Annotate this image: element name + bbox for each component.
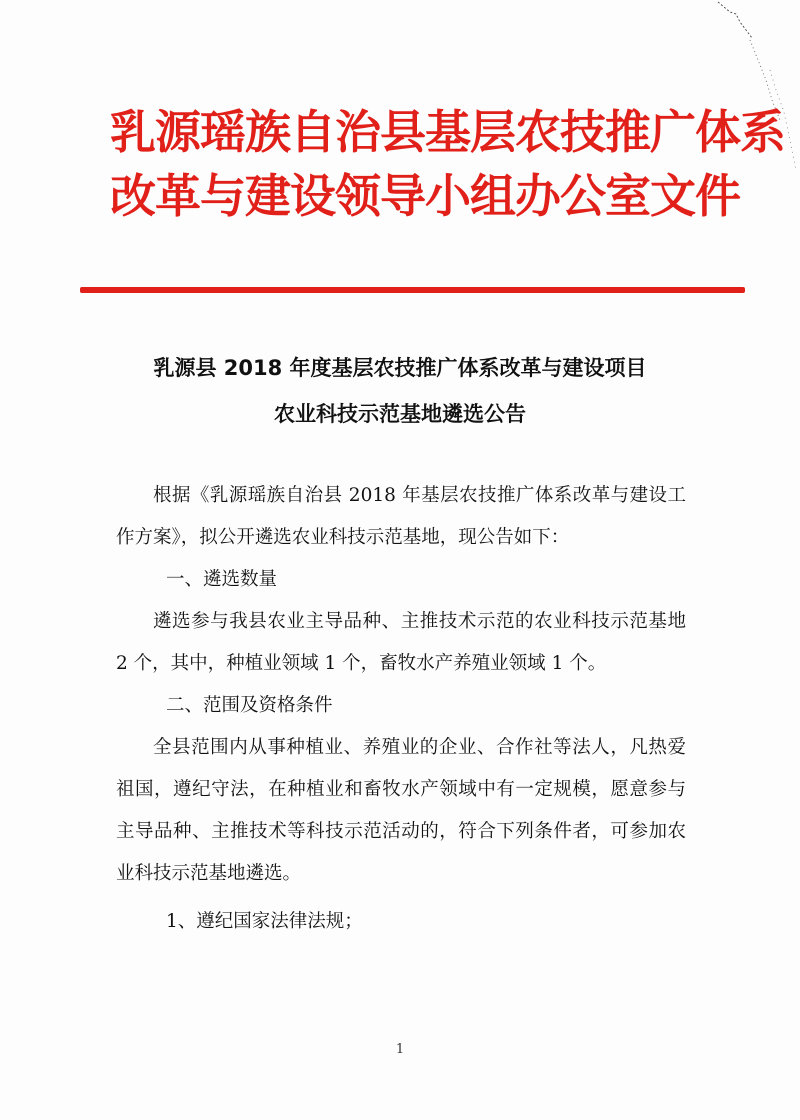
notice-title-line-1: 乳源县 2018 年度基层农技推广体系改革与建设项目 bbox=[153, 356, 647, 380]
section-1-heading: 一、遴选数量 bbox=[166, 569, 278, 590]
header-line-2: 改革与建设领导小组办公室文件 bbox=[110, 169, 740, 223]
header-line-1: 乳源瑶族自治县基层农技推广体系 bbox=[110, 105, 785, 159]
red-separator-rule bbox=[80, 287, 745, 293]
notice-body bbox=[116, 475, 686, 943]
section-2-paragraph: 全县范围内从事种植业、养殖业的企业、合作社等法人，凡热爱祖国，遵纪守法，在种植业和畜牧水产领域中有一定规模，愿意参与主导品种、主推技术等科技示范活动的，符合下列条件者，可参加农业科技示范基地遴选。 bbox=[116, 737, 686, 884]
notice-title-line-2: 农业科技示范基地遴选公告 bbox=[274, 402, 526, 426]
issuing-authority-header bbox=[110, 100, 785, 228]
condition-item-1: 1、遵纪国家法律法规； bbox=[166, 911, 363, 932]
intro-paragraph: 根据《乳源瑶族自治县 2018 年基层农技推广体系改革与建设工作方案》，拟公开遴选农业科技示范基地，现公告如下： bbox=[116, 485, 686, 548]
page-number: 1 bbox=[395, 1042, 405, 1057]
section-1-paragraph: 遴选参与我县农业主导品种、主推技术示范的农业科技示范基地 2 个，其中，种植业领域 1 个，畜牧水产养殖业领域 1 个。 bbox=[116, 611, 686, 674]
section-2-heading: 二、范围及资格条件 bbox=[166, 695, 333, 716]
